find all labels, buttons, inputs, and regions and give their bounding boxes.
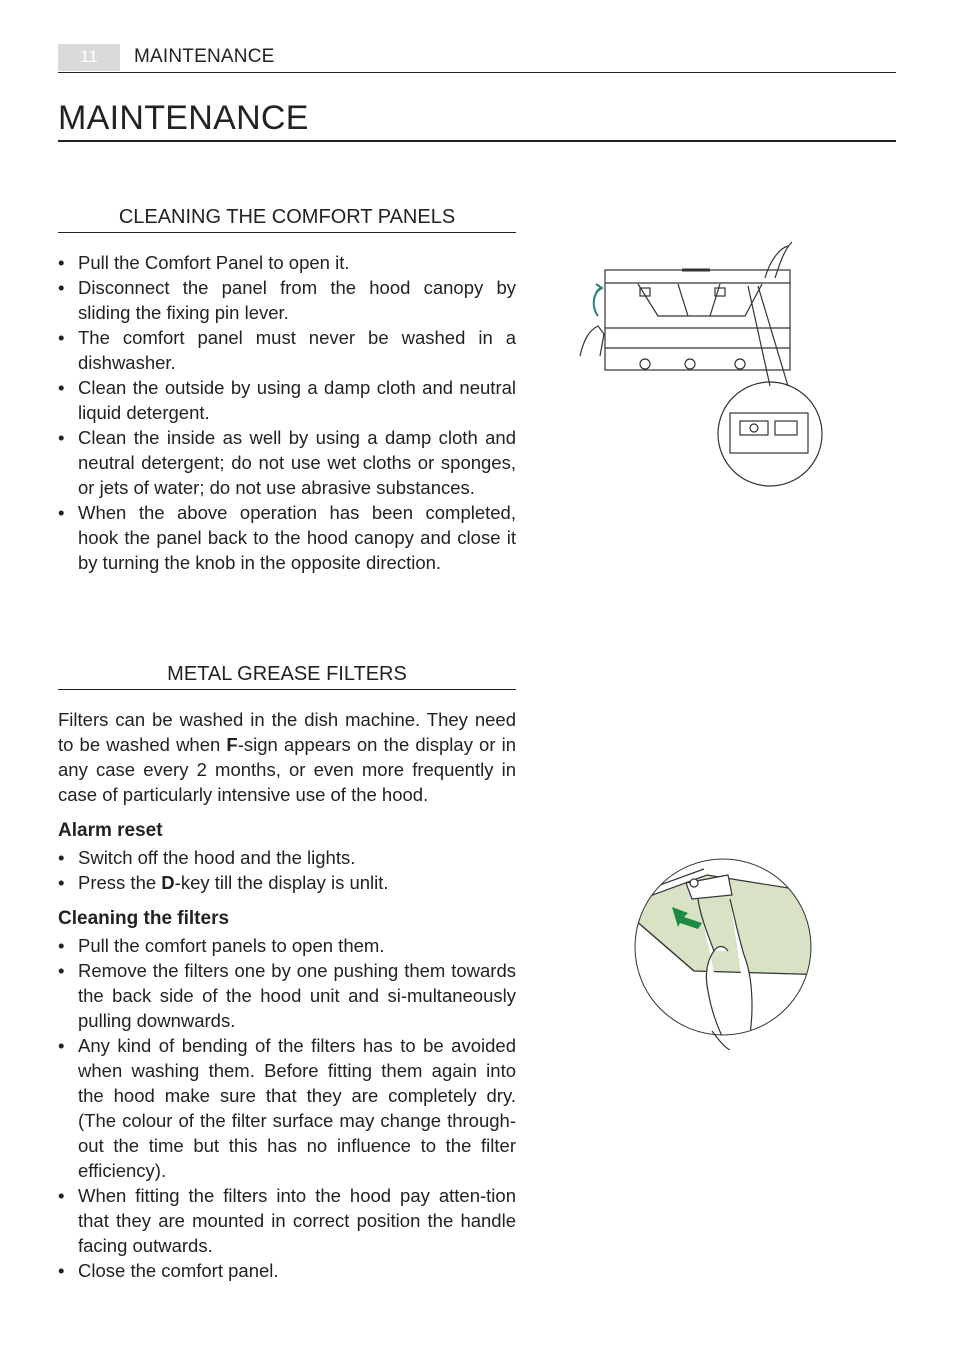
- list-item: • Switch off the hood and the lights.: [58, 845, 516, 870]
- intro-text: -sign appears on the display or in any case every 2 months, or even more frequently in case of particularly intensive use of the hood.: [58, 734, 516, 805]
- list-item: • Any kind of bending of the filters has to be avoided when washing them. Before fitting them again into the hood make sure that they are completely dry. (The colour of the filter surface may change through-out the time but this has no influence to the filter efficiency).: [58, 1033, 516, 1183]
- section-heading-comfort-panels: CLEANING THE COMFORT PANELS: [58, 202, 516, 233]
- list-item-text: -key till the display is unlit.: [174, 872, 389, 893]
- filter-removal-illustration: [612, 855, 817, 1050]
- alarm-reset-list: [58, 845, 516, 895]
- list-item: • Remove the filters one by one pushing them towards the back side of the hood unit and si-multaneously pulling downwards.: [58, 958, 516, 1033]
- list-item: • Pull the Comfort Panel to open it.: [58, 250, 516, 275]
- section-heading-grease-filters: METAL GREASE FILTERS: [58, 659, 516, 690]
- running-header: [58, 44, 896, 73]
- list-item: • Pull the comfort panels to open them.: [58, 933, 516, 958]
- intro-text: Filters can be washed in the dish machine. They need to be washed when: [58, 709, 516, 755]
- comfort-panels-list: [58, 250, 516, 575]
- f-key-label: F: [226, 734, 238, 755]
- list-item: • Disconnect the panel from the hood canopy by sliding the fixing pin lever.: [58, 275, 516, 325]
- page-number: 11: [58, 44, 120, 71]
- list-item: • Close the comfort panel.: [58, 1258, 516, 1283]
- list-item: • When fitting the filters into the hood pay atten-tion that they are mounted in correct position the handle facing outwards.: [58, 1183, 516, 1258]
- filters-intro: [58, 707, 516, 807]
- page-title: MAINTENANCE: [58, 96, 896, 142]
- running-title: MAINTENANCE: [134, 46, 275, 67]
- d-key-label: D: [161, 872, 175, 893]
- cleaning-filters-heading: Cleaning the filters: [58, 908, 230, 929]
- list-item: • Clean the inside as well by using a damp cloth and neutral detergent; do not use wet cloths or sponges, or jets of water; do not use abrasive substances.: [58, 425, 516, 500]
- comfort-panel-illustration: [570, 238, 830, 488]
- list-item: • When the above operation has been completed, hook the panel back to the hood canopy and close it by turning the knob in the opposite direction.: [58, 500, 516, 575]
- cleaning-filters-list: [58, 933, 516, 1283]
- list-item: [58, 870, 516, 895]
- list-item-text: Press the: [78, 872, 162, 893]
- alarm-reset-heading: Alarm reset: [58, 820, 163, 841]
- list-item: • The comfort panel must never be washed in a dishwasher.: [58, 325, 516, 375]
- list-item: • Clean the outside by using a damp cloth and neutral liquid detergent.: [58, 375, 516, 425]
